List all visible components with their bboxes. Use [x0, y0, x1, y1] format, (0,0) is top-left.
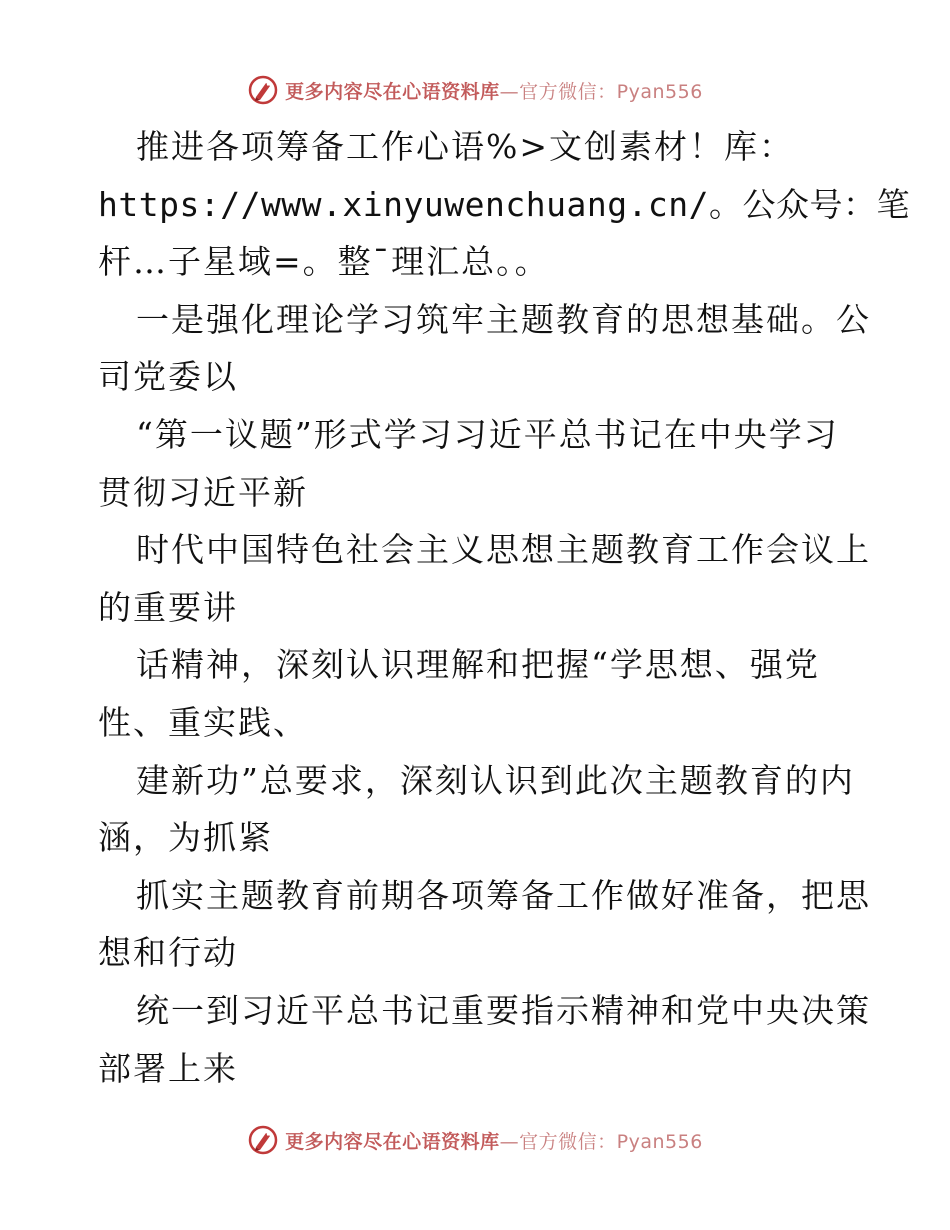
- text-line: 话精神，深刻认识理解和把握“学思想、强党: [136, 645, 820, 685]
- text-line: 想和行动: [98, 933, 238, 973]
- text-line: 推进各项筹备工作心语%>文创素材！库：: [136, 127, 795, 166]
- footer-banner-main: 更多内容尽在心语资料库: [285, 1130, 500, 1153]
- text-line: “第一议题”形式学习习近平总书记在中央学习: [136, 414, 839, 454]
- text-line: 抓实主题教育前期各项筹备工作做好准备，把思: [136, 875, 871, 915]
- footer-banner-text: [285, 1127, 703, 1154]
- text-line: 时代中国特色社会主义思想主题教育工作会议上: [136, 530, 871, 570]
- text-line: 统一到习近平总书记重要指示精神和党中央决策: [136, 990, 871, 1030]
- header-banner-main: 更多内容尽在心语资料库: [285, 80, 500, 103]
- pen-nib-logo-icon: [247, 74, 279, 106]
- text-line: 部署上来: [98, 1048, 238, 1088]
- header-banner: [0, 70, 950, 110]
- text-line: 的重要讲: [98, 587, 238, 627]
- footer-banner: [0, 1120, 950, 1160]
- text-line: 贯彻习近平新: [98, 472, 308, 512]
- text-line: 一是强化理论学习筑牢主题教育的思想基础。公: [136, 299, 871, 339]
- footer-banner-sub: —官方微信：Pyan556: [499, 1130, 703, 1153]
- text-line: 杆…子星域=。整¯理汇总。。: [98, 242, 550, 282]
- text-line: 建新功”总要求，深刻认识到此次主题教育的内: [136, 760, 855, 800]
- pen-nib-logo-icon: [247, 1124, 279, 1156]
- text-line: 司党委以: [98, 357, 238, 397]
- document-body: [98, 118, 911, 1097]
- header-banner-text: [285, 77, 703, 104]
- text-line: https://www.xinyuwenchuang.cn/。公众号：笔: [98, 184, 911, 224]
- text-line: 性、重实践、: [98, 702, 308, 742]
- header-banner-sub: —官方微信：Pyan556: [499, 80, 703, 103]
- text-line: 涵，为抓紧: [98, 818, 273, 858]
